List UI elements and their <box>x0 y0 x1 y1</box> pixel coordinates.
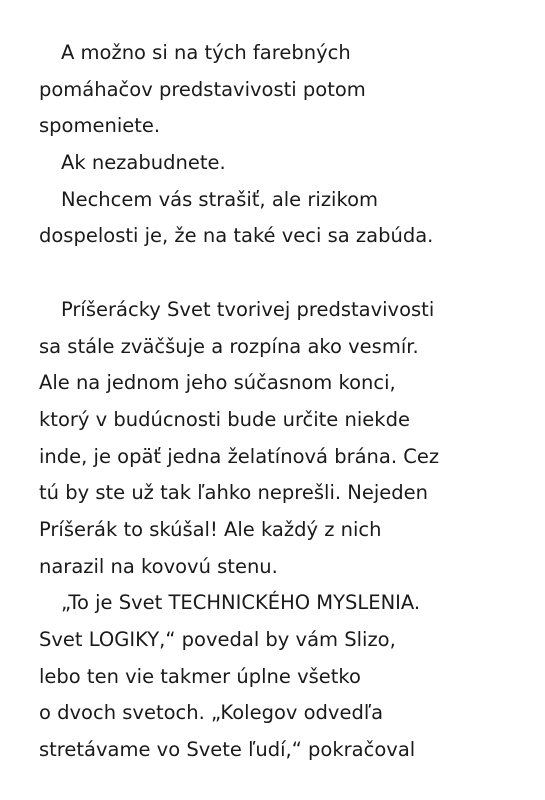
paragraph-5-line-4: o dvoch svetoch. „Kolegov odvedľa <box>39 701 384 725</box>
paragraph-4-line-2: sa stále zväčšuje a rozpína ako vesmír. <box>39 334 419 358</box>
paragraph-5-line-2: Svet LOGIKY,“ povedal by vám Slizo, <box>39 628 396 651</box>
paragraph-1-line-3: spomeniete. <box>39 114 161 138</box>
paragraph-4-line-1: Príšerácky Svet tvorivej predstavivosti <box>61 297 435 321</box>
paragraph-5-line-5: stretávame vo Svete ľudí,“ pokračoval <box>39 738 416 762</box>
paragraph-1-line-2: pomáhačov predstavivosti potom <box>39 77 366 101</box>
paragraph-5-line-3: lebo ten vie takmer úplne všetko <box>39 664 361 688</box>
paragraph-4-line-7: Príšerák to skúšal! Ale každý z nich <box>39 517 382 541</box>
paragraph-spacer <box>39 255 519 292</box>
paragraph-4-line-5: inde, je opäť jedna želatínová brána. Cez <box>39 444 440 468</box>
paragraph-4-line-4: ktorý v budúcnosti bude určite niekde <box>39 407 410 431</box>
paragraph-3-line-1: Nechcem vás strašiť, ale rizikom <box>61 187 378 211</box>
paragraph-3-line-2: dospelosti je, že na také veci sa zabúda. <box>39 224 434 248</box>
paragraph-2-line-1: Ak nezabudnete. <box>61 151 226 175</box>
paragraph-4-line-6: tú by ste už tak ľahko neprešli. Nejeden <box>39 481 428 505</box>
paragraph-5-line-1: „To je Svet TECHNICKÉHO MYSLENIA. <box>61 591 421 615</box>
paragraph-4-line-3: Ale na jednom jeho súčasnom konci, <box>39 371 396 395</box>
paragraph-1-line-1: A možno si na tých farebných <box>61 41 351 64</box>
page-text <box>39 35 519 769</box>
paragraph-4-line-8: narazil na kovovú stenu. <box>39 554 278 578</box>
